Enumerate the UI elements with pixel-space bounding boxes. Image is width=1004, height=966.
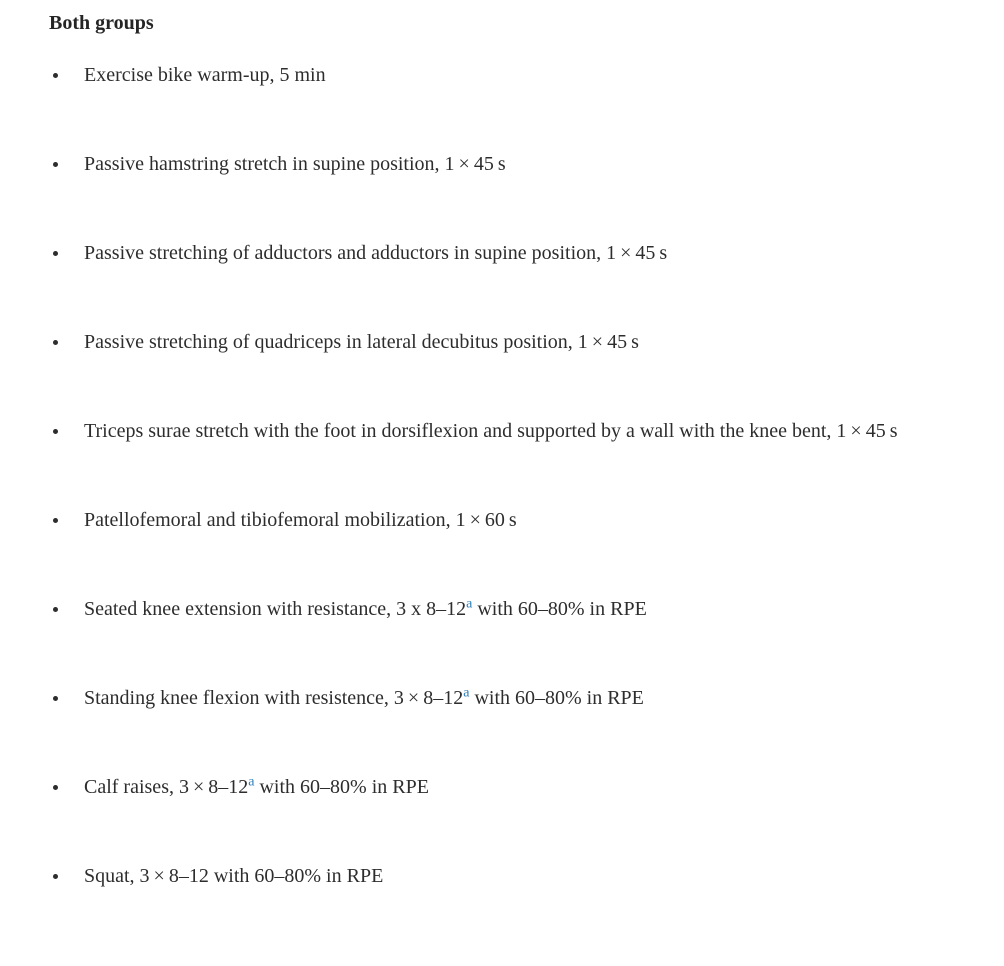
- list-item: [49, 324, 975, 361]
- bullet-icon: [53, 607, 58, 612]
- item-text: Passive stretching of quadriceps in lateral decubitus position, 1 × 45 s: [84, 331, 639, 353]
- list-item: [49, 502, 975, 539]
- bullet-icon: [53, 73, 58, 78]
- item-text: Triceps surae stretch with the foot in dorsiflexion and supported by a wall with the knee bent, 1 × 45 s: [84, 420, 898, 442]
- exercise-list: [49, 57, 975, 895]
- list-item: [49, 858, 975, 895]
- item-text-after: with 60–80% in RPE: [472, 598, 647, 620]
- footnote-link[interactable]: a: [248, 774, 255, 790]
- item-text: Exercise bike warm-up, 5 min: [84, 64, 326, 86]
- item-text: Calf raises, 3 × 8–12: [84, 776, 249, 798]
- item-text: Standing knee flexion with resistence, 3 × 8–12: [84, 687, 464, 709]
- list-item: [49, 57, 975, 94]
- bullet-icon: [53, 874, 58, 879]
- bullet-icon: [53, 340, 58, 345]
- footnote-link[interactable]: a: [466, 596, 473, 612]
- item-text-after: with 60–80% in RPE: [254, 776, 429, 798]
- item-text-after: with 60–80% in RPE: [469, 687, 644, 709]
- list-item: [49, 769, 975, 806]
- section-heading: Both groups: [49, 12, 154, 34]
- item-text: Passive stretching of adductors and adductors in supine position, 1 × 45 s: [84, 242, 668, 264]
- list-item: [49, 680, 975, 717]
- footnote-link[interactable]: a: [463, 685, 470, 701]
- item-text: Patellofemoral and tibiofemoral mobilization, 1 × 60 s: [84, 509, 517, 531]
- item-text: Passive hamstring stretch in supine position, 1 × 45 s: [84, 153, 506, 175]
- list-item: [49, 413, 975, 450]
- bullet-icon: [53, 162, 58, 167]
- list-item: [49, 235, 975, 272]
- bullet-icon: [53, 251, 58, 256]
- item-text: Seated knee extension with resistance, 3 x 8–12: [84, 598, 467, 620]
- list-item: [49, 591, 975, 628]
- bullet-icon: [53, 429, 58, 434]
- bullet-icon: [53, 785, 58, 790]
- bullet-icon: [53, 518, 58, 523]
- bullet-icon: [53, 696, 58, 701]
- list-item: [49, 146, 975, 183]
- item-text: Squat, 3 × 8–12 with 60–80% in RPE: [84, 865, 384, 887]
